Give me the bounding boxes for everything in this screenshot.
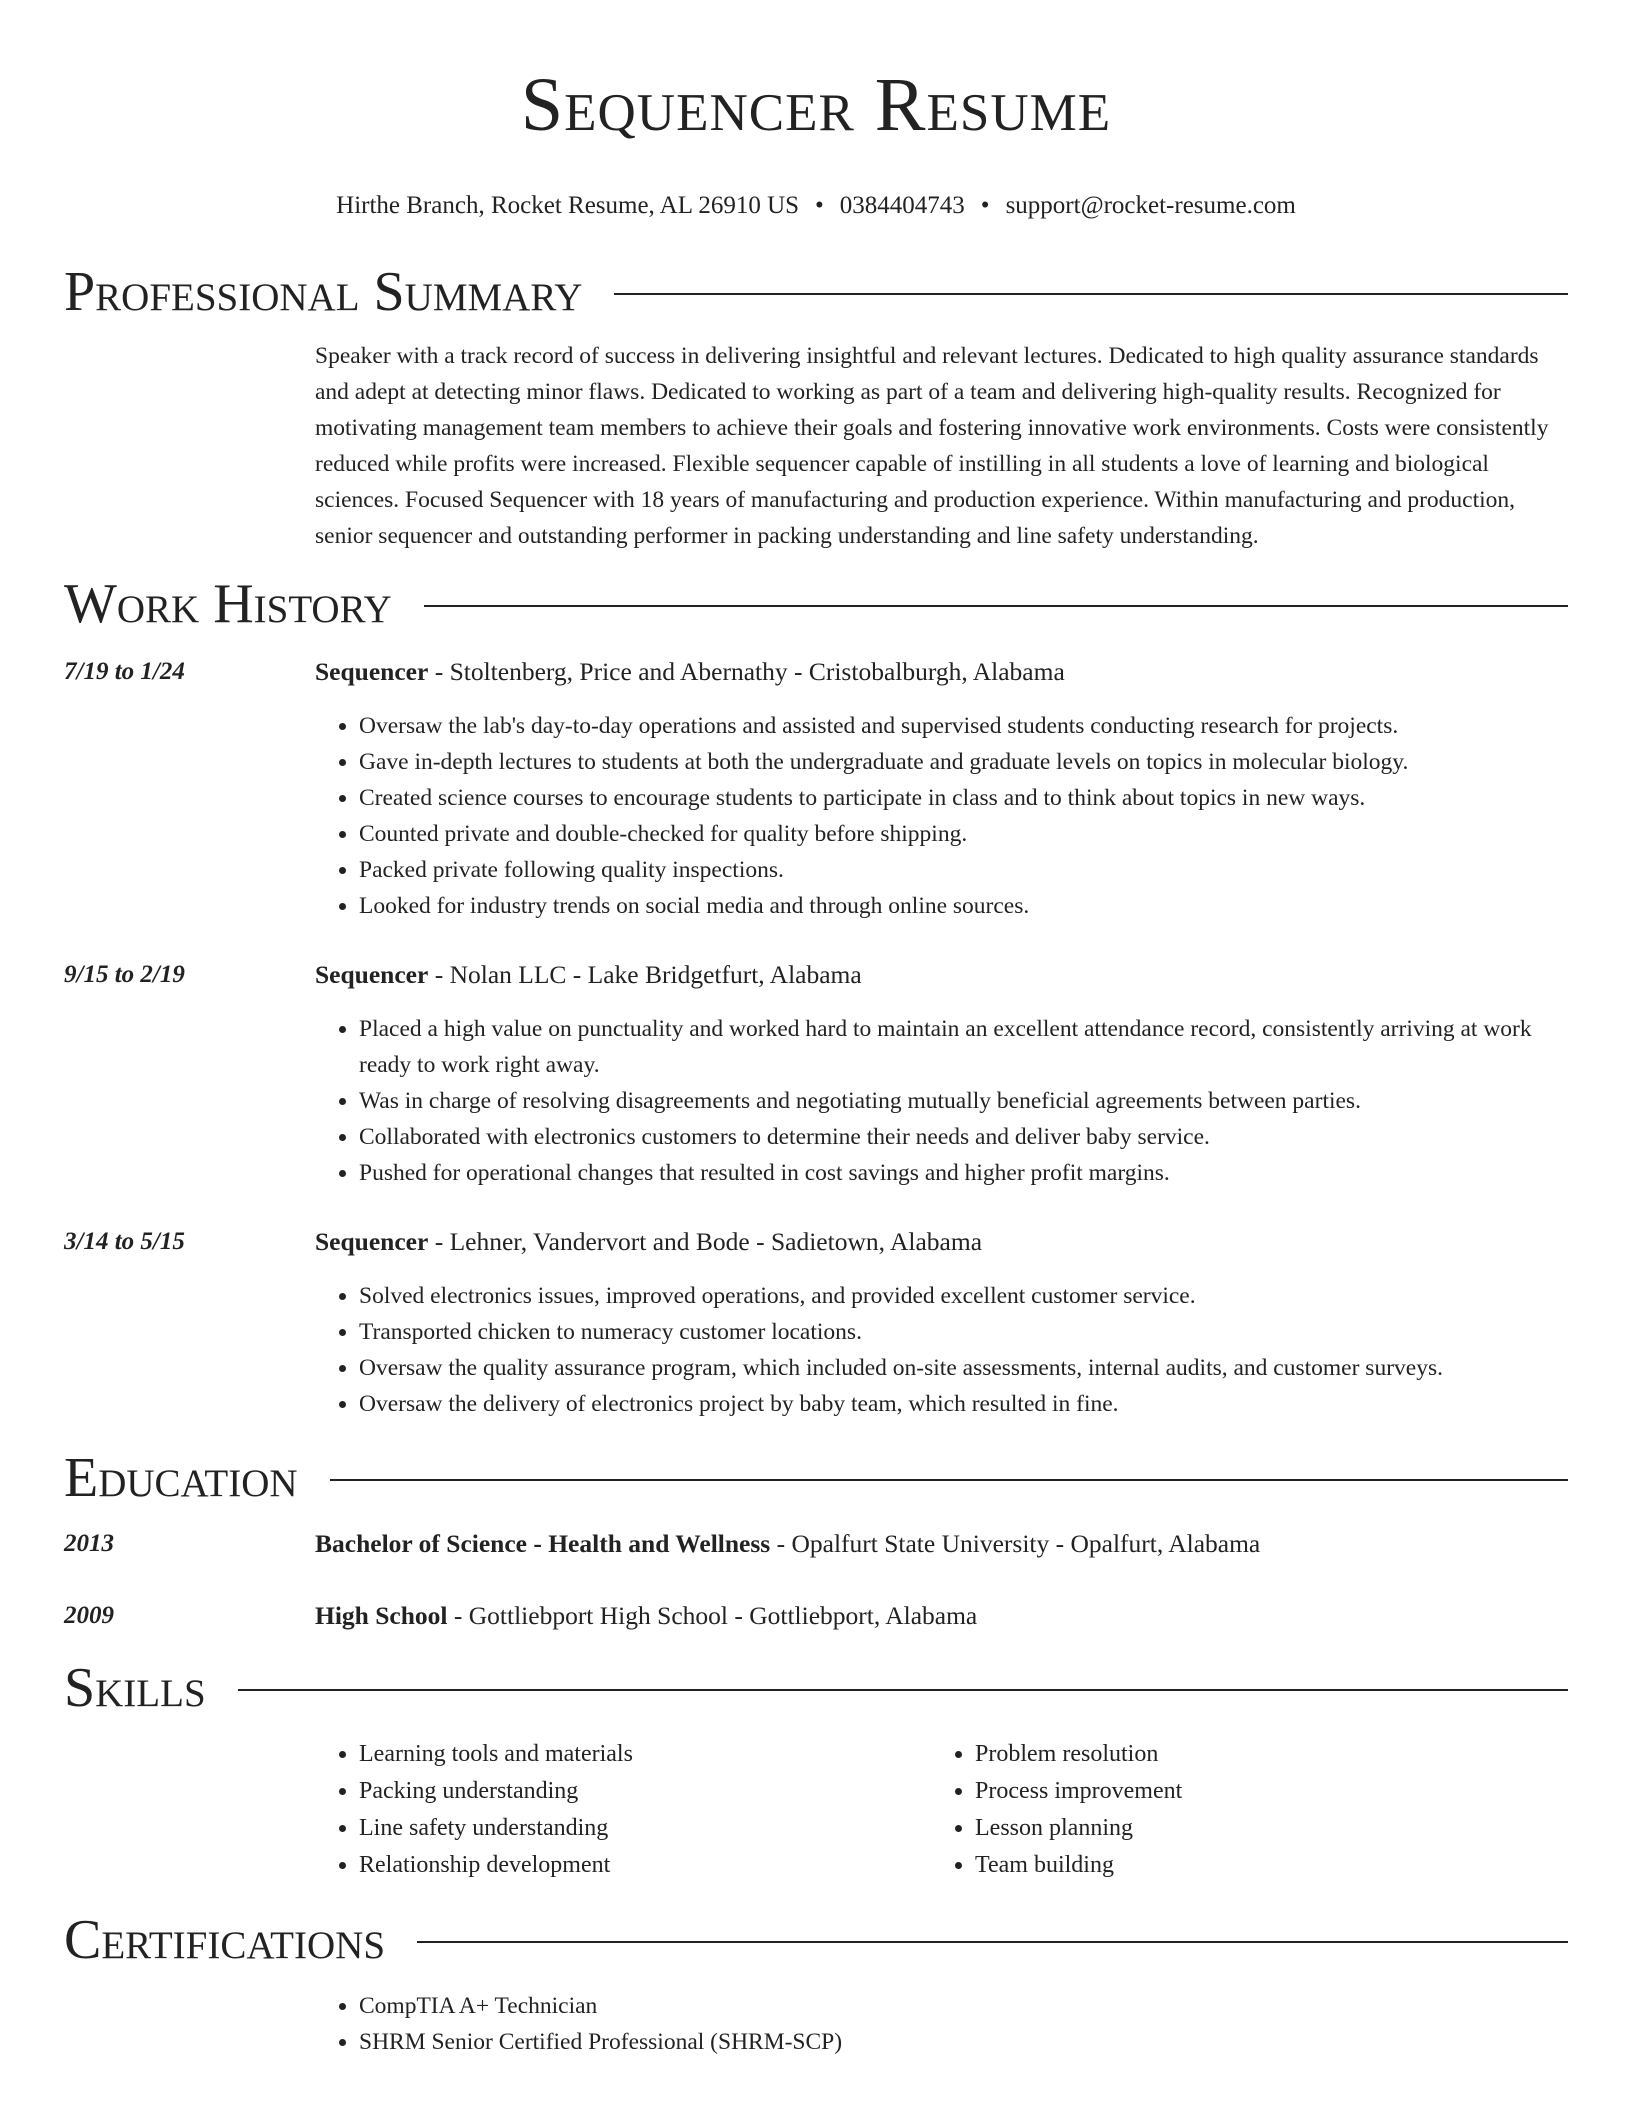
education-details: [315, 1526, 1568, 1562]
certifications-row: [64, 1988, 1568, 2060]
certifications-heading: Certifications: [64, 1909, 386, 1971]
certification-item: • CompTIA A+ Technician: [359, 1988, 1568, 2024]
education-degree: Bachelor of Science - Health and Wellness: [315, 1529, 771, 1558]
skills-grid: [315, 1736, 1568, 1884]
summary-text: Speaker with a track record of success in delivering insightful and relevant lectures. Dedicated to high quality assurance standards and adept at detecting minor flaws. Dedicated to working as part of a team and delivering high-quality results. Recognized for motivating management team members to achieve their goals and fostering innovative work environments. Costs were consistently reduced while profits were increased. Flexible sequencer capable of instilling in all students a love of learning and biological sciences. Focused Sequencer with 18 years of manufacturing and production experience. Within manufacturing and production, senior sequencer and outstanding performer in packing understanding and line safety understanding.: [315, 343, 1549, 549]
section-divider: [424, 605, 1568, 607]
summary-row: [64, 338, 1568, 554]
skills-spacer: [64, 1736, 315, 1884]
job-header: [315, 1224, 1568, 1260]
education-details: [315, 1598, 1568, 1634]
job-title: Sequencer: [315, 657, 429, 686]
job-duty: • Solved electronics issues, improved operations, and provided excellent customer service.: [359, 1278, 1568, 1314]
job-duty: • Transported chicken to numeracy customer locations.: [359, 1314, 1568, 1350]
contact-separator: •: [980, 192, 990, 219]
contact-line: [64, 190, 1568, 222]
certifications-spacer: [64, 1988, 315, 2060]
skill-item: • Relationship development: [359, 1847, 931, 1884]
job-title: Sequencer: [315, 960, 429, 989]
education-entry: [64, 1598, 1568, 1634]
job-title: Sequencer: [315, 1227, 429, 1256]
certifications-section-header: [64, 1908, 1568, 1972]
job-employer: - Stoltenberg, Price and Abernathy - Cristobalburgh, Alabama: [428, 657, 1065, 686]
job-duty: • Counted private and double-checked for quality before shipping.: [359, 816, 1568, 852]
skills-list-left: [315, 1736, 931, 1884]
job-entry: [64, 957, 1568, 1191]
education-heading: Education: [64, 1447, 298, 1509]
skill-item: • Line safety understanding: [359, 1810, 931, 1847]
skill-item: • Learning tools and materials: [359, 1736, 931, 1773]
job-duty: • Looked for industry trends on social media and through online sources.: [359, 888, 1568, 924]
education-school: - Opalfurt State University - Opalfurt, Alabama: [770, 1529, 1261, 1558]
skills-list-right: [931, 1736, 1568, 1884]
job-duty: • Oversaw the lab's day-to-day operations and assisted and supervised students conducting research for projects.: [359, 708, 1568, 744]
resume-page: [64, 0, 1568, 2060]
job-header: [315, 654, 1568, 690]
skill-item: • Lesson planning: [975, 1810, 1568, 1847]
work-heading: Work History: [64, 573, 392, 635]
work-section-header: [64, 572, 1568, 636]
job-entry: [64, 654, 1568, 924]
education-year: 2013: [64, 1530, 114, 1557]
section-divider: [417, 1941, 1568, 1943]
job-duty: • Was in charge of resolving disagreements and negotiating mutually beneficial agreements between parties.: [359, 1083, 1568, 1119]
job-duty: • Created science courses to encourage students to participate in class and to think about topics in new ways.: [359, 780, 1568, 816]
job-employer: - Nolan LLC - Lake Bridgetfurt, Alabama: [428, 960, 862, 989]
education-school: - Gottliebport High School - Gottliebport, Alabama: [447, 1601, 978, 1630]
education-entry: [64, 1526, 1568, 1562]
skill-item: • Team building: [975, 1847, 1568, 1884]
job-duty: • Pushed for operational changes that resulted in cost savings and higher profit margins.: [359, 1155, 1568, 1191]
certifications-list: [315, 1988, 1568, 2060]
education-section-header: [64, 1446, 1568, 1510]
job-dates: 7/19 to 1/24: [64, 658, 185, 685]
skill-item: • Process improvement: [975, 1773, 1568, 1810]
summary-section-header: [64, 260, 1568, 324]
certification-item: • SHRM Senior Certified Professional (SHRM-SCP): [359, 2024, 1568, 2060]
skills-heading: Skills: [64, 1657, 206, 1719]
contact-email: support@rocket-resume.com: [1005, 192, 1296, 219]
resume-title: Sequencer Resume: [520, 63, 1112, 147]
contact-address: Hirthe Branch, Rocket Resume, AL 26910 US: [336, 192, 800, 219]
job-duty: • Gave in-depth lectures to students at both the undergraduate and graduate levels on topics in molecular biology.: [359, 744, 1568, 780]
skills-row: [64, 1736, 1568, 1884]
job-duties-list: [315, 1011, 1568, 1191]
job-duty: • Placed a high value on punctuality and worked hard to maintain an excellent attendance record, consistently arriving at work ready to work right away.: [359, 1011, 1568, 1083]
job-dates: 3/14 to 5/15: [64, 1228, 185, 1255]
contact-phone: 0384404743: [839, 192, 965, 219]
job-employer: - Lehner, Vandervort and Bode - Sadietown, Alabama: [428, 1227, 983, 1256]
skill-item: • Problem resolution: [975, 1736, 1568, 1773]
skills-section-header: [64, 1656, 1568, 1720]
summary-heading: Professional Summary: [64, 261, 583, 323]
job-duty: • Collaborated with electronics customers to determine their needs and deliver baby service.: [359, 1119, 1568, 1155]
job-duties-list: [315, 1278, 1568, 1422]
education-degree: High School: [315, 1601, 448, 1630]
section-divider: [614, 293, 1568, 295]
education-year: 2009: [64, 1602, 114, 1629]
section-divider: [238, 1689, 1568, 1691]
job-duty: • Packed private following quality inspections.: [359, 852, 1568, 888]
skill-item: • Packing understanding: [359, 1773, 931, 1810]
contact-separator: •: [815, 192, 824, 219]
job-dates: 9/15 to 2/19: [64, 961, 185, 988]
job-duty: • Oversaw the quality assurance program, which included on-site assessments, internal audits, and customer surveys.: [359, 1350, 1568, 1386]
job-header: [315, 957, 1568, 993]
job-duty: • Oversaw the delivery of electronics project by baby team, which resulted in fine.: [359, 1386, 1568, 1422]
job-duties-list: [315, 708, 1568, 924]
job-entry: [64, 1224, 1568, 1422]
section-divider: [330, 1479, 1568, 1481]
summary-spacer: [64, 338, 315, 554]
